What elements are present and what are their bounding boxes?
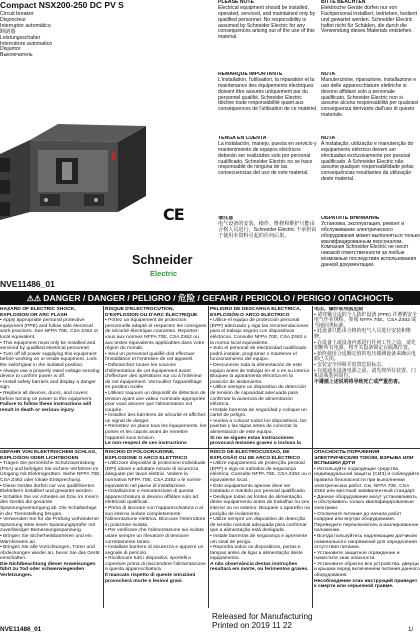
hazard-item: • Solo el personal de electricidad cualificado podrá instalar, programar o mantener el funcionamiento del equipo. xyxy=(210,346,307,363)
hazard-item: • Desconecte toda la alimentación de este equipo antes de trabajar en el o en su interior. Bloquee la aparamenta eléctrica en la posición de aislamiento. xyxy=(210,362,311,385)
hazard-item: • Reponha todos os dispositivos, portas e tampas antes de ligar a alimentação deste equipamento. xyxy=(210,545,303,562)
notice-block-es xyxy=(218,136,318,214)
hazard-heading: ОПАСНОСТЬ ПОРАЖЕНИЯ ЭЛЕКТРИЧЕСКИМ ТОКОМ, ВЗРЫВА ИЛИ ВСПЫШКИ ДУГИ xyxy=(314,450,414,467)
hazard-item: • Remettez en place tous les équipements, les portes et les capots avant de remettre l'appareil sous tension. xyxy=(105,424,207,441)
hazard-item: • Utilize sempre um dispositivo de detecção de tensão nominal adequada para confirmar que a alimentação está desligada. xyxy=(210,517,307,534)
hazard-item: • 此设备只能由合格的电气人员进行安装和维修。 xyxy=(314,329,411,340)
danger-banner xyxy=(0,291,420,305)
hazard-item: • Installez des barrières de sécurité et affichez un signal de danger. xyxy=(105,413,206,424)
product-type-en: Circuit breaker xyxy=(0,11,34,17)
hazard-item: • Данное оборудование могут устанавливать и обслуживать только квалифицированные электрики. xyxy=(314,494,417,511)
notice-text: La instalación, manejo, puesta en servicio y mantenimiento de equipos eléctricos deberán ser realizados solo por personal cualificado. Schneider Electric no se hace responsable de ninguna de las consecuencias del uso de este material. xyxy=(218,141,317,177)
hazard-heading: PELIGRO DE DESCARGA ELÉCTRICA, EXPLOSIÓN O ARCO ELÉCTRICO xyxy=(210,307,301,318)
hazard-item: • 始终使用合适额定值的电压感测设备来确认电源已关闭。 xyxy=(314,351,416,363)
hazard-heading: RISQUE D'ÉLECTROCUTION, D'EXPLOSION OU D'ARC ÉLECTRIQUE xyxy=(105,307,198,318)
hazard-heading: RISCO DE ELECTROCUSSÃO, DE EXPLOSÃO OU DE ARCO ELÉCTRICO xyxy=(210,450,301,461)
hazard-warning-footer: Die Nichtbeachtung dieser Anweisungen führt zu Tod oder schwerwiegenden Verletzungen. xyxy=(0,561,96,579)
notice-heading: REMARQUE IMPORTANTE xyxy=(218,72,283,77)
page-number: 1/ xyxy=(408,626,414,633)
product-type-de: Leistungsschalter xyxy=(0,34,41,41)
hazard-item: • Always use a properly rated voltage sensing device to confirm power is off. xyxy=(0,368,100,380)
notice-text: Установка, эксплуатация, ремонт и обслуживание электрического оборудования может выполняться только квалифицированным персоналом. Компания Schneider Electric не несет никакой ответственности за любые возможные последствия использования данной документации. xyxy=(321,221,420,268)
hazard-block-de xyxy=(0,450,101,608)
product-type-it: Interruttore automatico xyxy=(0,40,53,47)
hazard-block-es xyxy=(210,307,311,447)
schneider-electric-logo xyxy=(132,253,212,281)
hazard-item: • Bringen Sie Sicherheitsbarrieren und ein Warnhinweis an. xyxy=(0,533,92,545)
warning-triangle-icon: ⚠⚠ xyxy=(26,294,44,303)
hazard-item: • 请穿戴合适的个人防护设备 (PPE) 并遵循安全电气作业规程。参阅 NFPA 70E、CSA Z462 或当地同类标准。 xyxy=(314,312,417,329)
notice-block-it xyxy=(321,72,420,134)
ce-mark: CE xyxy=(163,205,184,224)
product-type-pt: Disjuntor xyxy=(0,46,21,53)
hazard-warning-footer: 不遵循上述说明将导致死亡或严重伤害。 xyxy=(314,379,403,385)
hazard-item: • Diese Geräte dürfen nur von qualifizierten Elektrikern installiert und gewartet werden. xyxy=(0,483,95,495)
hazard-item: • Ricollocare tutti i dispositivi, sportelli e coperture prima di riaccendere l'alimentazione a questa apparecchiatura. xyxy=(105,556,206,573)
product-title: Compact NSX200-250 DC PV S xyxy=(0,0,124,10)
hazard-item: • Installazione e manutenzione di questa apparecchiatura si devono affidare solo ad elettricisti qualificati. xyxy=(105,489,198,506)
hazard-item: • Всегда пользуйтесь надлежащим датчиком номинального напряжения для определения отсутствия питания. xyxy=(314,533,417,551)
hazard-block-en xyxy=(0,307,101,447)
hazard-item: • Per verificare che l'alimentazione sia isolata usare sempre un rilevatore di tensione correttamente tarato. xyxy=(105,528,204,545)
notice-heading: TENGA EN CUENTA xyxy=(218,136,267,141)
notice-heading: NOTA xyxy=(321,136,336,141)
hazard-item: • Apply appropriate personal protective equipment (PPE) and follow safe electrical work practices. See NFPA 70E, CSA Z462 or local equivalent. xyxy=(0,318,99,340)
hazard-item: • Установите обратно все устройства, дверцы и крышки перед включением питания данного оборудования. xyxy=(314,561,420,579)
hazard-item: • Portez un équipement de protection personnelle adapté et respectez les consignes de sécurité électrique courantes. Reportez-vous aux normes NFPA 70E, CSA Z462 ou aux textes équivalents applicables dans votre région du monde. xyxy=(105,318,207,352)
hazard-warning-footer: Failure to follow these instructions will result in death or serious injury. xyxy=(0,402,92,413)
hazard-item: • Utilice siempre un dispositivo de detección de tensión de capacidad adecuada para confirmar la ausencia de alimentación eléctrica. xyxy=(210,385,307,408)
hazard-item: • Installare barriere di sicurezza e apporre un segnale di pericolo. xyxy=(105,545,204,556)
hazard-heading: RISCHIO DI FOLGORAZIONE, ESPLOSIONE O ARCO ELETTRICO xyxy=(105,450,188,461)
brand-name: Schneider xyxy=(132,253,193,267)
notice-text: 电气设备的安装、操作、维修和维护只能由合格人员进行。Schneider Electric 不承担由于使用本资料引起的任何后果。 xyxy=(218,221,317,239)
brand-tagline: Electric xyxy=(150,269,178,278)
hazard-item: • Instale barreras de seguridad y coloque un cartel de peligro. xyxy=(210,407,307,419)
hazard-item: • Schalten Sie vor Arbeiten an bzw. im Innern des Geräts die gesamte Spannungsversorgung ab. Die Schaltanlage in der Trennstellung bringen. xyxy=(0,494,99,517)
hazard-item: • Tragen Sie persönliche Schutzausrüstung (PSA) und befolgen Sie sichere Verfahren im Umgang mit Elektrogeräten. Siehe NFPA 70E, CSA Z462 oder lokale Entsprechung. xyxy=(0,461,101,483)
hazard-heading: HAZARD OF ELECTRIC SHOCK, EXPLOSION OR ARC FLASH xyxy=(0,307,76,318)
hazard-item: • Utilize equipamento de protecção pessoal (EPP) e siga os métodos de segurança eléctrica. Consulte NFPA 70E, CSA Z462 ou o equivalente local. xyxy=(210,461,311,483)
hazard-item: • Débranchez toutes les sources d'alimentation de cet équipement avant d'effectuer des opérations sur ou à l'intérieur de cet équipement. Verrouillez l'appareillage en position isolée. xyxy=(105,362,203,391)
product-type-es: Interruptor automático xyxy=(0,22,51,29)
hazard-item: • Utilice el equipo de protección personal (EPP) adecuado y siga las recomendaciones para el trabajo seguro con dispositivos eléctricos. Consulte NFPA 70E, CSA Z462 o la norma local equivalente. xyxy=(210,318,309,346)
hazard-item: • Desligue todas as fontes de alimentação deste equipamento antes de trabalhar no seu interior ou no exterior. Bloqueie o aparelho na posição de isolamento. xyxy=(210,494,310,517)
hazard-item: • Bringen Sie alle Vorrichtungen, Türen und Abdeckungen wieder an, bevor Sie das Gerät einschalten. xyxy=(0,545,100,562)
hazard-heading: 电击、爆炸或电弧危险 xyxy=(314,307,364,312)
notice-text: Electrical equipment should be installed, operated, serviced, and maintained only by qualified personnel. No responsibility is assumed by Schneider Electric for any consequences arising out of the use of this material. xyxy=(218,5,316,41)
product-type-fr: Disjoncteur xyxy=(0,16,26,23)
product-type-ru: Выключатель xyxy=(0,52,33,59)
hazard-item: • Instale barreiras de segurança e apresente um sinal de perigo. xyxy=(210,533,308,545)
hazard-item: • Seul un personnel qualifié doit effectuer l'installation et l'entretien de cet appareil. xyxy=(105,351,195,363)
notice-heading: 请注意 xyxy=(218,216,234,221)
notice-block-en xyxy=(218,0,318,70)
hazard-item: • Install safety barriers and display a danger sign. xyxy=(0,379,96,391)
hazard-block-zh xyxy=(314,307,420,447)
hazard-item: • 安装安全屏障并放置危险标志。 xyxy=(314,362,387,368)
hazard-item: • Используйте подходящие средства индивидуальной защиты (СИЗ) и соблюдайте правила безопасности при выполнении электрических работ. См. NFPA 70E, CSA Z462 или местный эквивалентный стандарт. xyxy=(314,466,420,495)
hazard-warning-footer: A não observância destas instruções resultará em morte, ou ferimentos graves. xyxy=(210,561,309,573)
footer-doc-number: NVE11486_01 xyxy=(0,626,42,633)
notice-block-ru xyxy=(321,216,420,288)
notice-heading: BITTE BEACHTEN xyxy=(321,0,366,5)
print-date-line: Printed on 2019 11 22 xyxy=(212,621,292,630)
notice-grid xyxy=(218,0,420,288)
column-divider xyxy=(103,306,104,608)
column-divider xyxy=(208,306,209,608)
hazard-warning-footer: Le non-respect de ces instructions xyxy=(105,441,187,447)
document-number: NVE11486_01 xyxy=(0,279,55,289)
notice-heading: NOTA xyxy=(321,72,336,77)
notice-text: Manutenzione, riparazione, installazione e uso delle apparecchiature elettriche si devono affidare solo a personale qualificato. Schneider Electric non si assume alcuna responsabilità per qualsiasi conseguenza derivante dall'uso di questo materiale. xyxy=(321,77,419,119)
notice-block-zh xyxy=(218,216,318,288)
hazard-item: • Установите защитное ограждение и поместите знак опасности. xyxy=(314,550,400,562)
notice-text: A instalação, utilização e manutenção do equipamento eléctrico devem ser efectuadas exclusivamente por pessoal qualificado. A Schneider Electric não assume qualquer responsabilidade pelas consequências resultantes da utilização deste material. xyxy=(321,141,414,183)
hazard-item: • Este equipamento apenas deve ser instalado e mantido por pessoal qualificado. xyxy=(210,483,307,495)
hazard-item: • Utilisez toujours un dispositif de détection de tension ayant une valeur nominale appropriée pour vous assurer que l'alimentation est coupée. xyxy=(105,390,206,413)
circuit-breaker-illustration xyxy=(0,120,180,220)
hazard-warning-footer: Si no se siguen estas instrucciones provocará lesiones graves o incluso la xyxy=(210,435,301,447)
hazard-warning-footer: Несоблюдение этих инструкций приведет к смерти или серьезной травме. xyxy=(314,578,418,590)
hazard-item: • This equipment must only be installed and serviced by qualified electrical personnel. xyxy=(0,340,96,352)
notice-text: L'installation, l'utilisation, la réparation et la maintenance des équipements électriques doivent être assurés uniquement par du personnel qualifié. Schneider Electric décline toute responsabilité quant aux conséquences de l'utilisation de ce matériel. xyxy=(218,77,318,113)
danger-banner-text: DANGER / DANGER / PELIGRO / 危险 / GEFAHR / PERICOLO / PERIGO / ОПАСНОСТЬ xyxy=(43,293,394,303)
release-line: Released for Manufacturing xyxy=(212,612,313,621)
product-type-list xyxy=(0,12,110,59)
column-divider xyxy=(312,306,313,608)
hazard-item: • Replace all devices, doors, and covers before turning on power to this equipment. xyxy=(0,390,93,402)
notice-block-pt xyxy=(321,136,420,214)
notice-heading: ОБРАТИТЕ ВНИМАНИЕ xyxy=(321,216,380,221)
row-divider xyxy=(0,448,420,449)
hazard-heading: GEFAHR VON ELEKTRISCHEM SCHLAG, EXPLOSION ODER LICHTBOGEN xyxy=(0,450,97,461)
hazard-item: • Turn off all power supplying this equipment before working on or inside equipment. Lock the switchgear in the isolated position. xyxy=(0,351,97,368)
product-type-zh: 断路器 xyxy=(0,28,16,35)
notice-text: Elektrische Geräte dürfen nur von Fachpersonal installiert, betrieben, bedient und gewartet werden. Schneider Electric haftet nicht für Schäden, die durch die Verwendung dieses Materials entstehen. xyxy=(321,5,417,35)
hazard-item: • Отключите питание до начала работ снаружи или внутри оборудования. Переведите переключатель в изолированное положение. xyxy=(314,511,419,534)
hazard-item: • Utilizzare dispositivi di protezione individuale (DPI) idonei e adottare misure di sicurezza adeguate per lavori elettrici. Vedere la normativa NFPA 70E, CSA Z462 o le norme equivalenti nel paese di installazione. xyxy=(105,461,206,489)
hazard-item: • 在接通本设备电源之前，请先将所有装置、门和盖板装回原位。 xyxy=(314,368,416,380)
hazard-block-fr xyxy=(105,307,207,447)
hazard-warning-footer: Il mancato rispetto di queste istruzioni provocherà morte o lesioni gravi. xyxy=(105,573,196,584)
notice-heading: PLEASE NOTE xyxy=(218,0,254,5)
hazard-item: • Verwenden Sie für die Prüfung vorhandener Spannung stets einen Spannungsprüfer mit zuverlässiger Bemessungsspannung. xyxy=(0,517,100,534)
notice-block-de xyxy=(321,0,420,70)
notice-block-fr xyxy=(218,72,318,134)
hazard-item: • Prima di lavorare con l'apparecchiatura o al suo interno isolare completamente l'alimentazione elettrica. Bloccare l'interruttore in posizione isolata. xyxy=(105,505,206,528)
release-stamp xyxy=(212,612,313,630)
hazard-item: • 在设备上或设备内部进行任何工作之前，请先切断所有电源。将开关设备锁定在隔离位置。 xyxy=(314,340,416,352)
hazard-item: • Vuelva a colocar todos los dispositivos, las puertas y las tapas antes de conectar la alimentación de este equipo. xyxy=(210,418,307,436)
hazard-block-pt xyxy=(210,450,311,608)
hazard-block-it xyxy=(105,450,207,608)
hazard-block-ru xyxy=(314,450,420,608)
